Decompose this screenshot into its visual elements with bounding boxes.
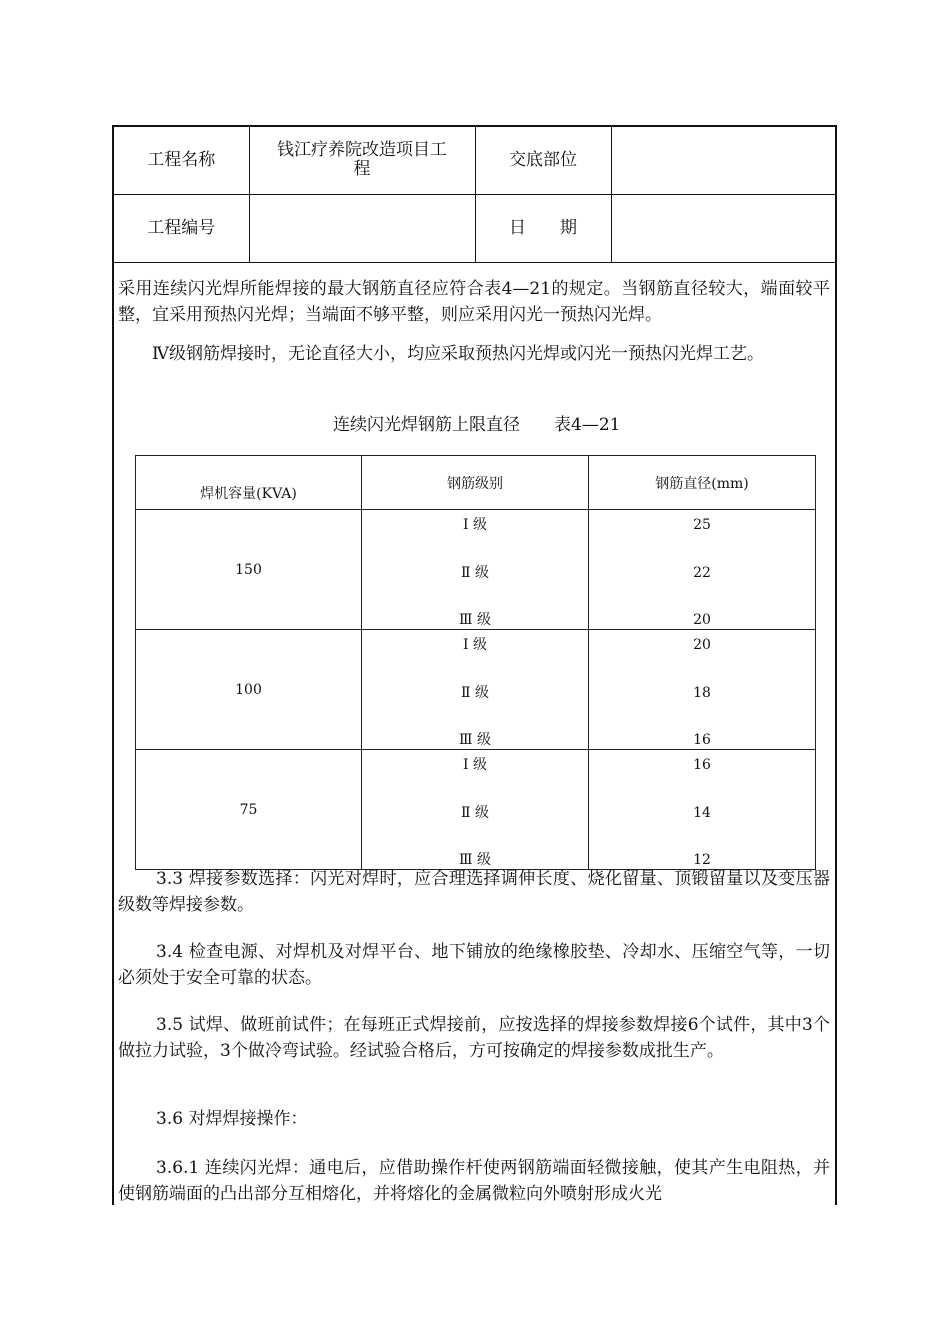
date-value: [611, 194, 835, 262]
paragraph-3: 3.3 焊接参数选择：闪光对焊时，应合理选择调伸长度、烧化留量、顶锻留量以及变压器级数等焊接参数。: [118, 869, 830, 915]
paragraph-6: 3.6 对焊焊接操作：: [156, 1109, 308, 1129]
col-header-grade: 钢筋级别: [362, 456, 589, 510]
capacity-cell: 75: [136, 750, 362, 870]
table-row: [136, 750, 816, 870]
paragraph-7: 3.6.1 连续闪光焊：通电后，应借助操作杆使两钢筋端面轻微接触，使其产生电阻热，并使钢筋端面的凸出部分互相熔化，并将熔化的金属微粒向外喷射形成火光: [118, 1158, 830, 1204]
table-row: [136, 510, 816, 630]
capacity-cell: 100: [136, 630, 362, 750]
date-label: 日 期: [475, 194, 611, 262]
grade-cell: Ⅰ 级 Ⅱ 级 Ⅲ 级: [362, 510, 589, 630]
table-caption: 连续闪光焊钢筋上限直径 表4—21: [333, 415, 621, 435]
diameter-cell: 16 14 12: [589, 750, 816, 870]
header-table: [114, 127, 835, 263]
capacity-cell: 150: [136, 510, 362, 630]
grade-cell: Ⅰ 级 Ⅱ 级 Ⅲ 级: [362, 630, 589, 750]
project-no-value: [249, 194, 475, 262]
handover-label: 交底部位: [475, 127, 611, 194]
project-name-label: 工程名称: [114, 127, 249, 194]
weld-limit-table: [135, 455, 816, 870]
paragraph-2: Ⅳ级钢筋焊接时，无论直径大小，均应采取预热闪光焊或闪光一预热闪光焊工艺。: [152, 344, 764, 364]
grade-cell: Ⅰ 级 Ⅱ 级 Ⅲ 级: [362, 750, 589, 870]
col-header-capacity: 焊机容量(KVA): [136, 456, 362, 510]
col-header-diameter: 钢筋直径(mm): [589, 456, 816, 510]
project-name-value: 钱江疗养院改造项目工程: [249, 127, 475, 194]
paragraph-4: 3.4 检查电源、对焊机及对焊平台、地下铺放的绝缘橡胶垫、冷却水、压缩空气等，一切必须处于安全可靠的状态。: [118, 942, 830, 988]
paragraph-1: 采用连续闪光焊所能焊接的最大钢筋直径应符合表4—21的规定。当钢筋直径较大，端面较平整，宜采用预热闪光焊；当端面不够平整，则应采用闪光一预热闪光焊。: [118, 279, 830, 325]
diameter-cell: 25 22 20: [589, 510, 816, 630]
paragraph-5: 3.5 试焊、做班前试件；在每班正式焊接前，应按选择的焊接参数焊接6个试件，其中3个做拉力试验，3个做冷弯试验。经试验合格后，方可按确定的焊接参数成批生产。: [118, 1015, 830, 1061]
table-row: [136, 630, 816, 750]
diameter-cell: 20 18 16: [589, 630, 816, 750]
project-no-label: 工程编号: [114, 194, 249, 262]
handover-value: [611, 127, 835, 194]
